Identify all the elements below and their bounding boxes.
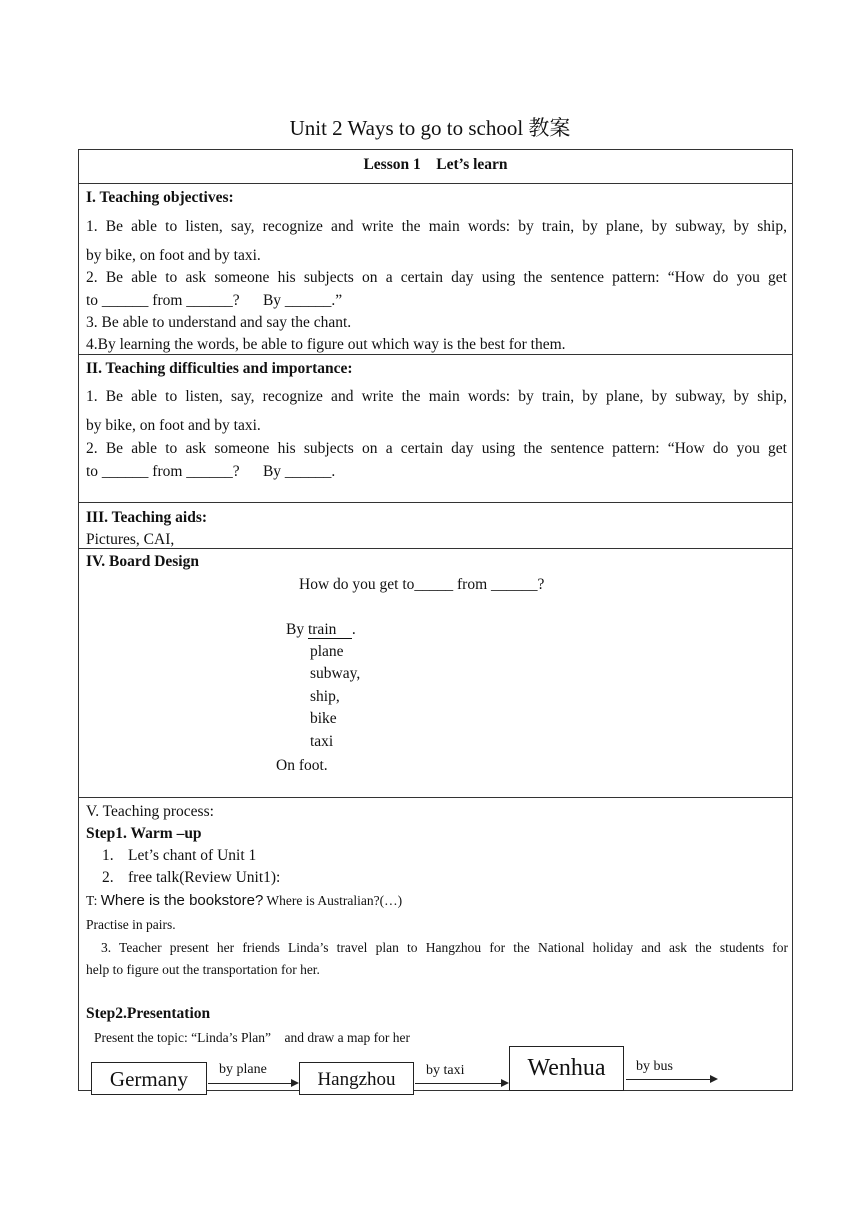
board-by: By: [286, 621, 308, 638]
link-label-taxi: by taxi: [426, 1063, 465, 1078]
link-label-bus: by bus: [636, 1059, 673, 1074]
objectives-item-1b: by bike, on foot and by taxi.: [86, 247, 261, 264]
lesson-title: Lesson 1 Let’s learn: [363, 156, 508, 173]
difficulties-section: [79, 355, 792, 503]
process-item-3b: help to figure out the transportation for her.: [86, 962, 320, 977]
place-box-germany: [91, 1062, 207, 1095]
list-number: 1.: [102, 847, 114, 864]
practise-text: Practise in pairs.: [86, 917, 176, 932]
board-item-taxi: taxi: [310, 733, 334, 750]
route-arrow-3: [626, 1079, 716, 1080]
board-by-line: [286, 620, 356, 640]
aids-heading: III. Teaching aids:: [86, 509, 208, 526]
place-label: Germany: [109, 1067, 189, 1091]
teacher-question-line: [86, 891, 402, 911]
place-box-hangzhou: [299, 1062, 414, 1095]
link-label-plane: by plane: [219, 1062, 267, 1077]
lesson-plan-table: [78, 149, 793, 1091]
place-label: Wenhua: [527, 1055, 606, 1081]
difficulties-heading: II. Teaching difficulties and importance:: [86, 360, 353, 377]
place-box-wenhua: [509, 1046, 624, 1091]
board-item-plane: plane: [310, 643, 344, 660]
teaching-process-section: [79, 798, 792, 1090]
board-train-word: train: [307, 621, 337, 638]
process-list-item-2: [102, 868, 281, 888]
difficulties-item-2b: to ______ from ______? By ______.: [86, 463, 336, 480]
board-heading: IV. Board Design: [86, 553, 199, 570]
board-design-section: [79, 549, 792, 798]
lesson-header-row: [79, 150, 792, 184]
route-arrow-1: [208, 1083, 297, 1084]
list-text: free talk(Review Unit1):: [128, 869, 281, 886]
process-heading: V. Teaching process:: [86, 803, 214, 820]
difficulties-item-1a: 1. Be able to listen, say, recognize and write the main words: by train, by plane, by subway, by ship,: [86, 388, 787, 405]
teacher-prefix: T:: [86, 893, 101, 908]
process-item-3a: 3. Teacher present her friends Linda’s travel plan to Hangzhou for the National holiday and ask the students for: [101, 940, 788, 955]
objectives-item-3: 3. Be able to understand and say the chant.: [86, 314, 352, 331]
board-train: [308, 621, 352, 639]
route-arrow-2: [415, 1083, 507, 1084]
list-number: 2.: [102, 869, 114, 886]
step1-heading: Step1. Warm –up: [86, 825, 202, 842]
aids-text: Pictures, CAI,: [86, 531, 175, 548]
step2-heading: Step2.Presentation: [86, 1005, 211, 1022]
process-list-item-1: [102, 846, 257, 866]
objectives-item-1a: 1. Be able to listen, say, recognize and write the main words: by train, by plane, by subway, by ship,: [86, 218, 787, 235]
board-on-foot: On foot.: [276, 757, 328, 774]
board-item-subway: subway,: [310, 665, 361, 682]
teacher-rest: Where is Australian?(…): [263, 893, 403, 908]
board-item-ship: ship,: [310, 688, 340, 705]
teacher-question: Where is the bookstore?: [100, 892, 264, 909]
document-title: Unit 2 Ways to go to school 教案: [289, 116, 571, 140]
objectives-item-2b: to ______ from ______? By ______.”: [86, 292, 343, 309]
objectives-section: [79, 184, 792, 355]
board-period: .: [351, 621, 356, 638]
board-question: How do you get to_____ from ______?: [299, 576, 545, 593]
objectives-item-2a: 2. Be able to ask someone his subjects on a certain day using the sentence pattern: “How do you get: [86, 269, 787, 286]
presentation-topic: Present the topic: “Linda’s Plan” and draw a map for her: [94, 1030, 411, 1045]
objectives-item-4: 4.By learning the words, be able to figure out which way is the best for them.: [86, 336, 566, 353]
aids-section: [79, 503, 792, 549]
place-label: Hangzhou: [317, 1068, 396, 1090]
difficulties-item-2a: 2. Be able to ask someone his subjects on a certain day using the sentence pattern: “How do you get: [86, 440, 787, 457]
difficulties-item-1b: by bike, on foot and by taxi.: [86, 417, 261, 434]
board-item-bike: bike: [310, 710, 337, 727]
list-text: Let’s chant of Unit 1: [128, 847, 257, 864]
objectives-heading: I. Teaching objectives:: [86, 189, 234, 206]
